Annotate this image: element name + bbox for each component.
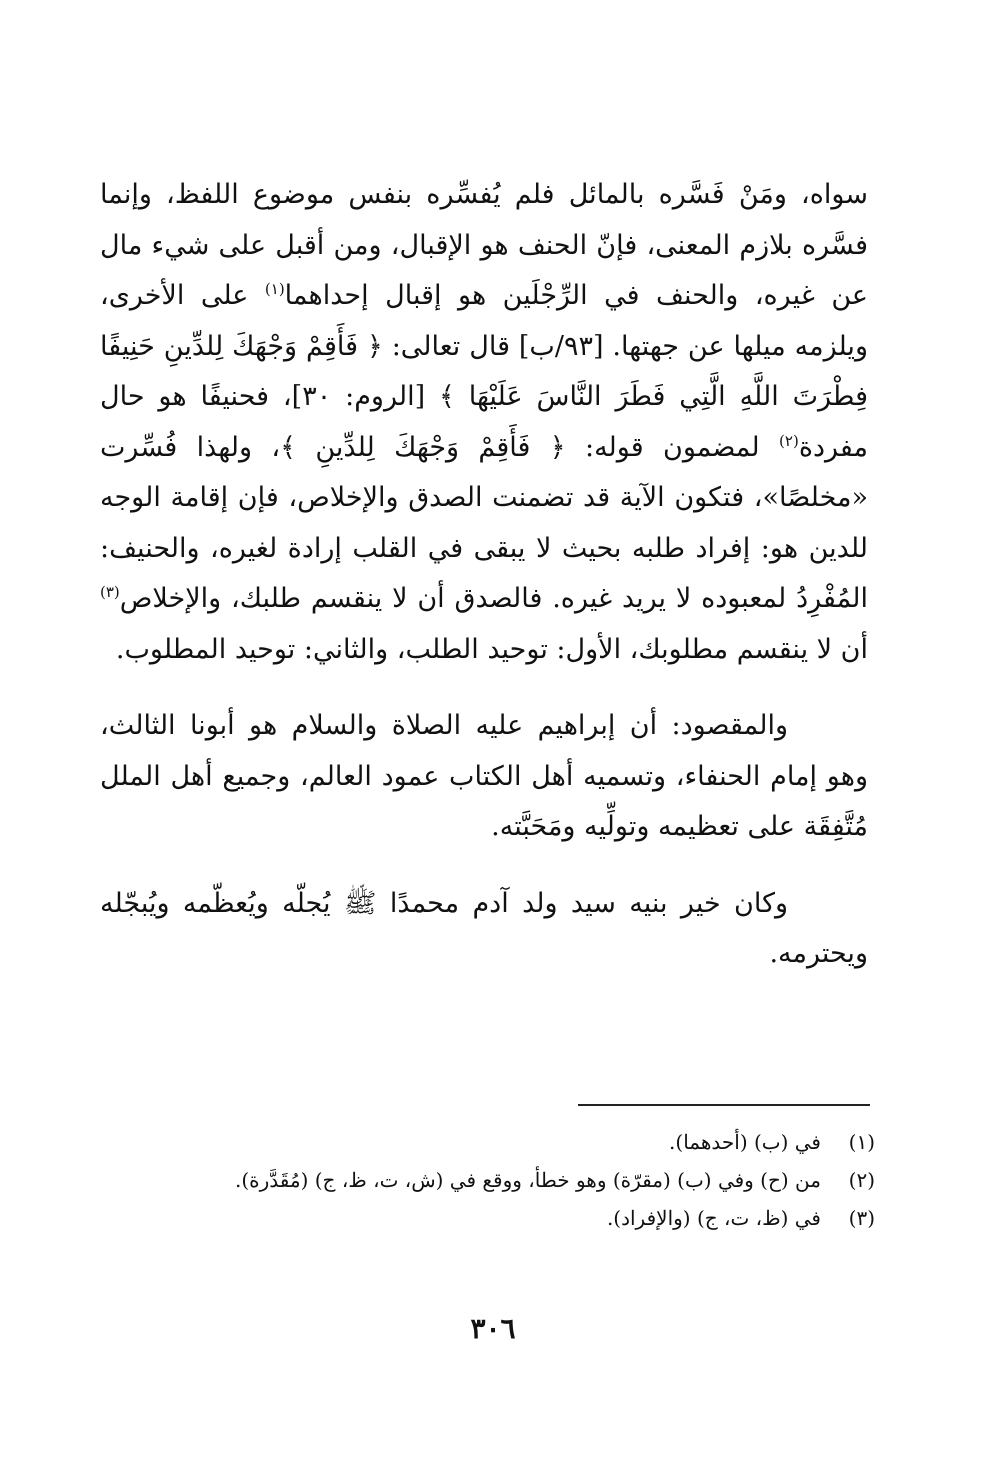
footnote-text: في (ظ، ت، ج) (والإفراد). <box>606 1206 821 1230</box>
paragraph-1-part-4: أن لا ينقسم مطلوبك، الأول: توحيد الطلب، والثاني: توحيد المطلوب. <box>115 633 868 665</box>
footnote-number: (٣) <box>848 1206 875 1230</box>
footnote-number: (١) <box>848 1130 875 1154</box>
page-number: ٣٠٦ <box>470 1312 516 1345</box>
footnote-3 <box>100 1201 875 1236</box>
footnote-text: في (ب) (أحدهما). <box>669 1130 821 1154</box>
main-text <box>100 170 868 980</box>
paragraph-1-part-1: سواه، ومَنْ فَسَّره بالمائل فلم يُفسِّره بنفس موضوع اللفظ، وإنما فسَّره بلازم المعنى، فإنّ الحنف هو الإقبال، ومن أقبل على شيء مال عن غيره، والحنف في الرِّجْلَين هو إقبال إحداهما <box>100 179 869 311</box>
footnote-divider <box>578 1104 870 1106</box>
paragraph-3: وكان خير بنيه سيد ولد آدم محمدًا ﷺ يُجلّه ويُعظّمه ويُبجّله ويحترمه. <box>100 887 868 969</box>
footnote-ref-3: (٣) <box>100 583 120 601</box>
footnote-number: (٢) <box>848 1168 875 1192</box>
paragraph-1-part-2: على الأخرى، ويلزمه ميلها عن جهتها. [٩٣/ب] قال تعالى: ﴿ فَأَقِمْ وَجْهَكَ لِلدِّينِ حَنِيفًا فِطْرَتَ اللَّهِ الَّتِي فَطَرَ النَّاسَ عَلَيْهَا ﴾ [الروم: ٣٠]، فحنيفًا هو حال مفردة <box>100 280 868 463</box>
footnote-text: من (ح) وفي (ب) (مقرّة) وهو خطأ، ووقع في (ش، ت، ظ، ج) (مُقَدَّرة). <box>234 1168 821 1192</box>
paragraph-2: والمقصود: أن إبراهيم عليه الصلاة والسلام هو أبونا الثالث، وهو إمام الحنفاء، وتسميه أهل الكتاب عمود العالم، وجميع أهل الملل مُتَّفِقَة على تعظيمه وتولِّيه ومَحَبَّته. <box>100 710 868 842</box>
footnote-ref-2: (٢) <box>779 431 799 450</box>
footnote-1 <box>100 1125 875 1160</box>
paragraph-1 <box>100 170 868 675</box>
footnotes <box>100 1125 875 1239</box>
footnote-ref-1: (١) <box>264 280 285 298</box>
paragraph-1-part-3: لمضمون قوله: ﴿ فَأَقِمْ وَجْهَكَ لِلدِّينِ ﴾، ولهذا فُسِّرت «مخلصًا»، فتكون الآية قد تضمنت الصدق والإخلاص، فإن إقامة الوجه للدين هو: إفراد طلبه بحيث لا يبقى في القلب إرادة لغيره، والحنيف: المُفْرِدُ لمعبوده لا يريد غيره. فالصدق أن لا ينقسم طلبك، والإخلاص <box>100 431 868 614</box>
footnote-2 <box>100 1163 875 1198</box>
